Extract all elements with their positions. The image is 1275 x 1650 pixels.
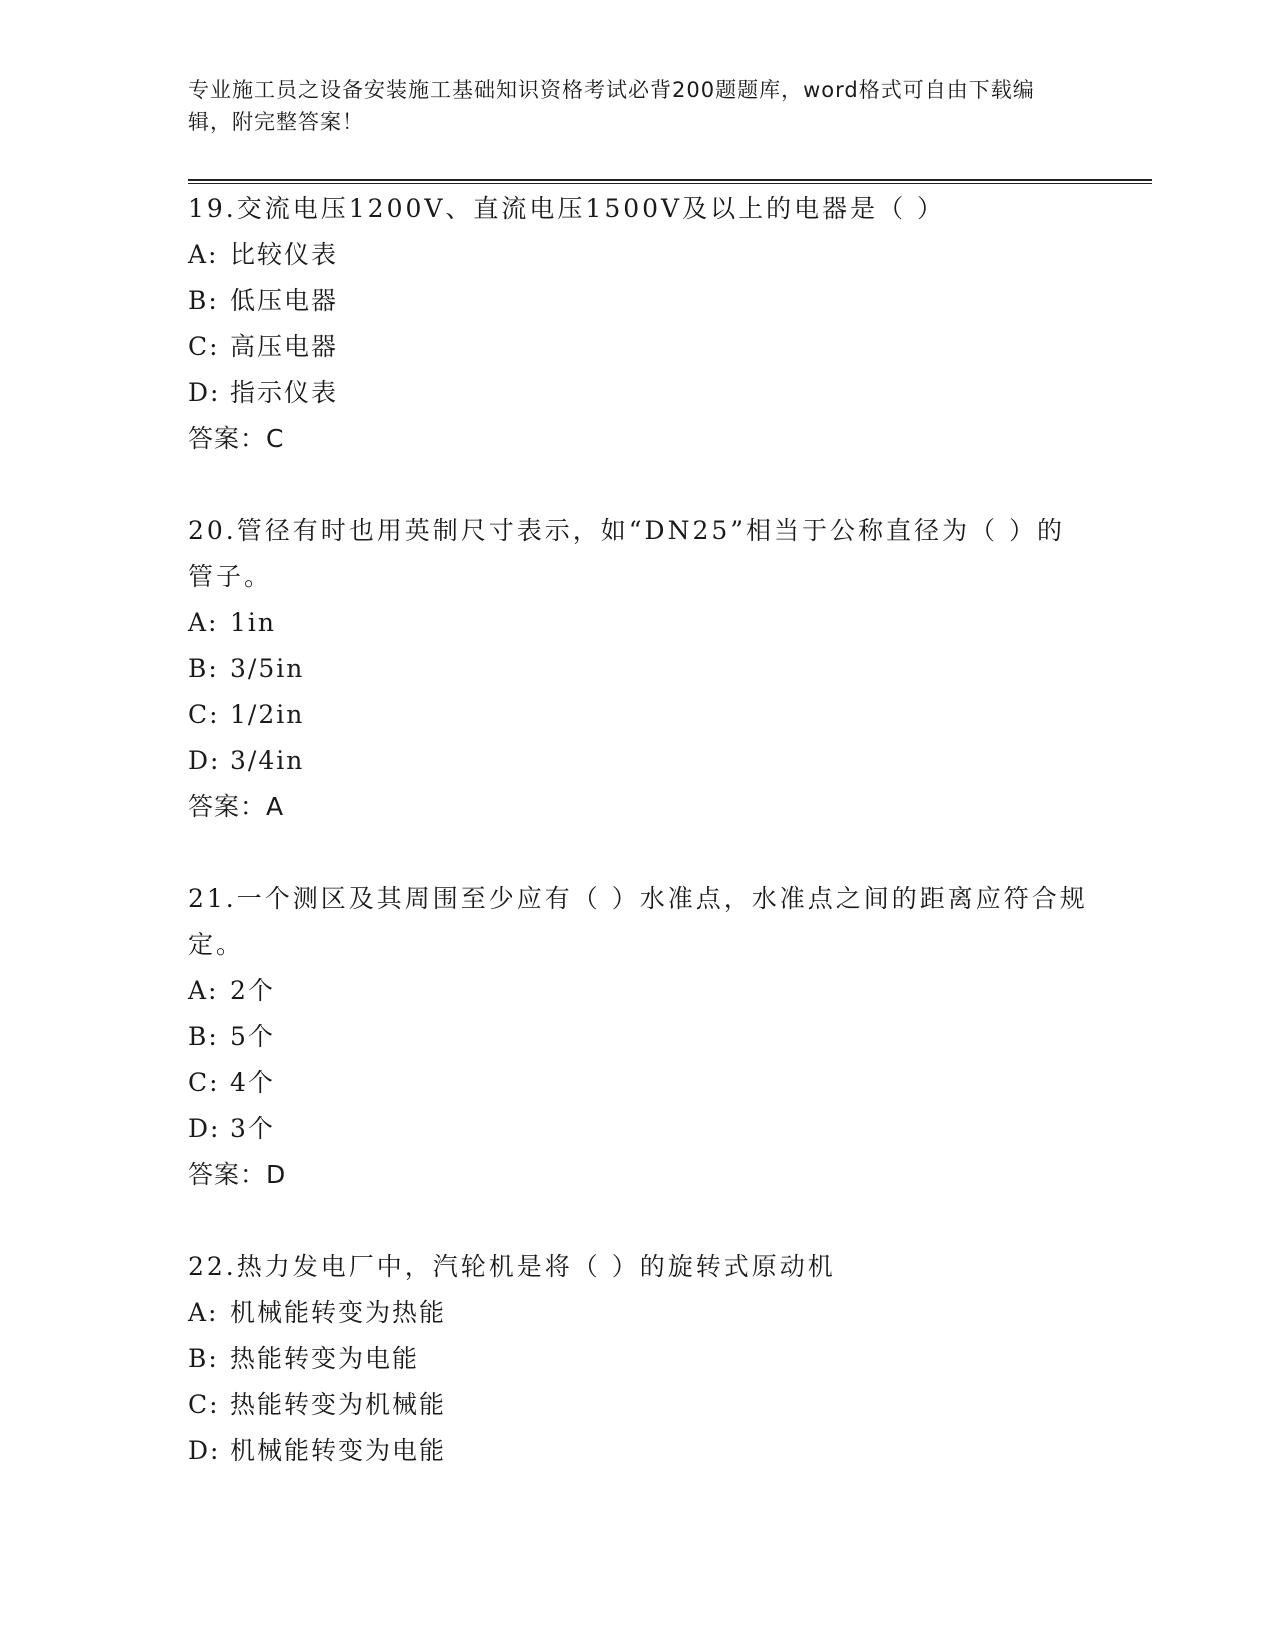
option-text: 5个 bbox=[230, 1022, 275, 1051]
option-key: D: bbox=[188, 1114, 221, 1143]
question-20 bbox=[188, 508, 1088, 830]
option-key: B: bbox=[188, 1344, 219, 1373]
option-d bbox=[188, 738, 1088, 784]
option-text: 高压电器 bbox=[230, 332, 339, 361]
question-text: 20.管径有时也用英制尺寸表示，如“DN25”相当于公称直径为（ ）的管子。 bbox=[188, 516, 1065, 591]
option-b bbox=[188, 1014, 1088, 1060]
option-text: 1/2in bbox=[230, 700, 305, 729]
option-text: 3/4in bbox=[230, 746, 305, 775]
option-text: 4个 bbox=[230, 1068, 275, 1097]
option-text: 低压电器 bbox=[230, 286, 339, 315]
question-text: 22.热力发电厂中，汽轮机是将（ ）的旋转式原动机 bbox=[188, 1252, 836, 1281]
option-text: 热能转变为机械能 bbox=[230, 1390, 447, 1419]
option-key: C: bbox=[188, 332, 220, 361]
answer-label: 答案：C bbox=[188, 424, 285, 453]
question-text: 19.交流电压1200V、直流电压1500V及以上的电器是（ ） bbox=[188, 194, 946, 223]
option-key: A: bbox=[188, 976, 219, 1005]
answer-label: 答案：A bbox=[188, 792, 285, 821]
option-text: 热能转变为电能 bbox=[230, 1344, 420, 1373]
answer-label: 答案：D bbox=[188, 1160, 287, 1189]
option-key: D: bbox=[188, 1436, 221, 1465]
option-a bbox=[188, 232, 1088, 278]
option-key: C: bbox=[188, 1068, 220, 1097]
option-text: 2个 bbox=[230, 976, 275, 1005]
option-key: A: bbox=[188, 1298, 219, 1327]
option-key: A: bbox=[188, 240, 219, 269]
option-text: 比较仪表 bbox=[230, 240, 339, 269]
option-a bbox=[188, 1290, 1088, 1336]
option-a bbox=[188, 600, 1088, 646]
document-header: 专业施工员之设备安装施工基础知识资格考试必背200题题库，word格式可自由下载编辑，附完整答案！ bbox=[188, 78, 1035, 134]
option-text: 3个 bbox=[230, 1114, 275, 1143]
question-list bbox=[188, 186, 1088, 1520]
option-a bbox=[188, 968, 1088, 1014]
question-19 bbox=[188, 186, 1088, 462]
question-21 bbox=[188, 876, 1088, 1198]
header-divider-thick bbox=[188, 179, 1152, 181]
option-d bbox=[188, 1428, 1088, 1474]
option-key: B: bbox=[188, 654, 219, 683]
option-key: D: bbox=[188, 746, 221, 775]
option-key: D: bbox=[188, 378, 221, 407]
option-text: 指示仪表 bbox=[230, 378, 339, 407]
question-22 bbox=[188, 1244, 1088, 1474]
option-b bbox=[188, 278, 1088, 324]
option-c bbox=[188, 1382, 1088, 1428]
header-divider-thin bbox=[188, 183, 1152, 184]
option-d bbox=[188, 370, 1088, 416]
option-b bbox=[188, 1336, 1088, 1382]
option-key: B: bbox=[188, 286, 219, 315]
question-text: 21.一个测区及其周围至少应有（ ）水准点，水准点之间的距离应符合规定。 bbox=[188, 884, 1088, 959]
option-text: 1in bbox=[230, 608, 277, 637]
option-text: 机械能转变为热能 bbox=[230, 1298, 447, 1327]
option-c bbox=[188, 1060, 1088, 1106]
option-key: C: bbox=[188, 1390, 220, 1419]
option-c bbox=[188, 324, 1088, 370]
option-key: A: bbox=[188, 608, 219, 637]
option-key: C: bbox=[188, 700, 220, 729]
option-b bbox=[188, 646, 1088, 692]
option-c bbox=[188, 692, 1088, 738]
option-key: B: bbox=[188, 1022, 219, 1051]
option-d bbox=[188, 1106, 1088, 1152]
option-text: 机械能转变为电能 bbox=[230, 1436, 447, 1465]
option-text: 3/5in bbox=[230, 654, 305, 683]
